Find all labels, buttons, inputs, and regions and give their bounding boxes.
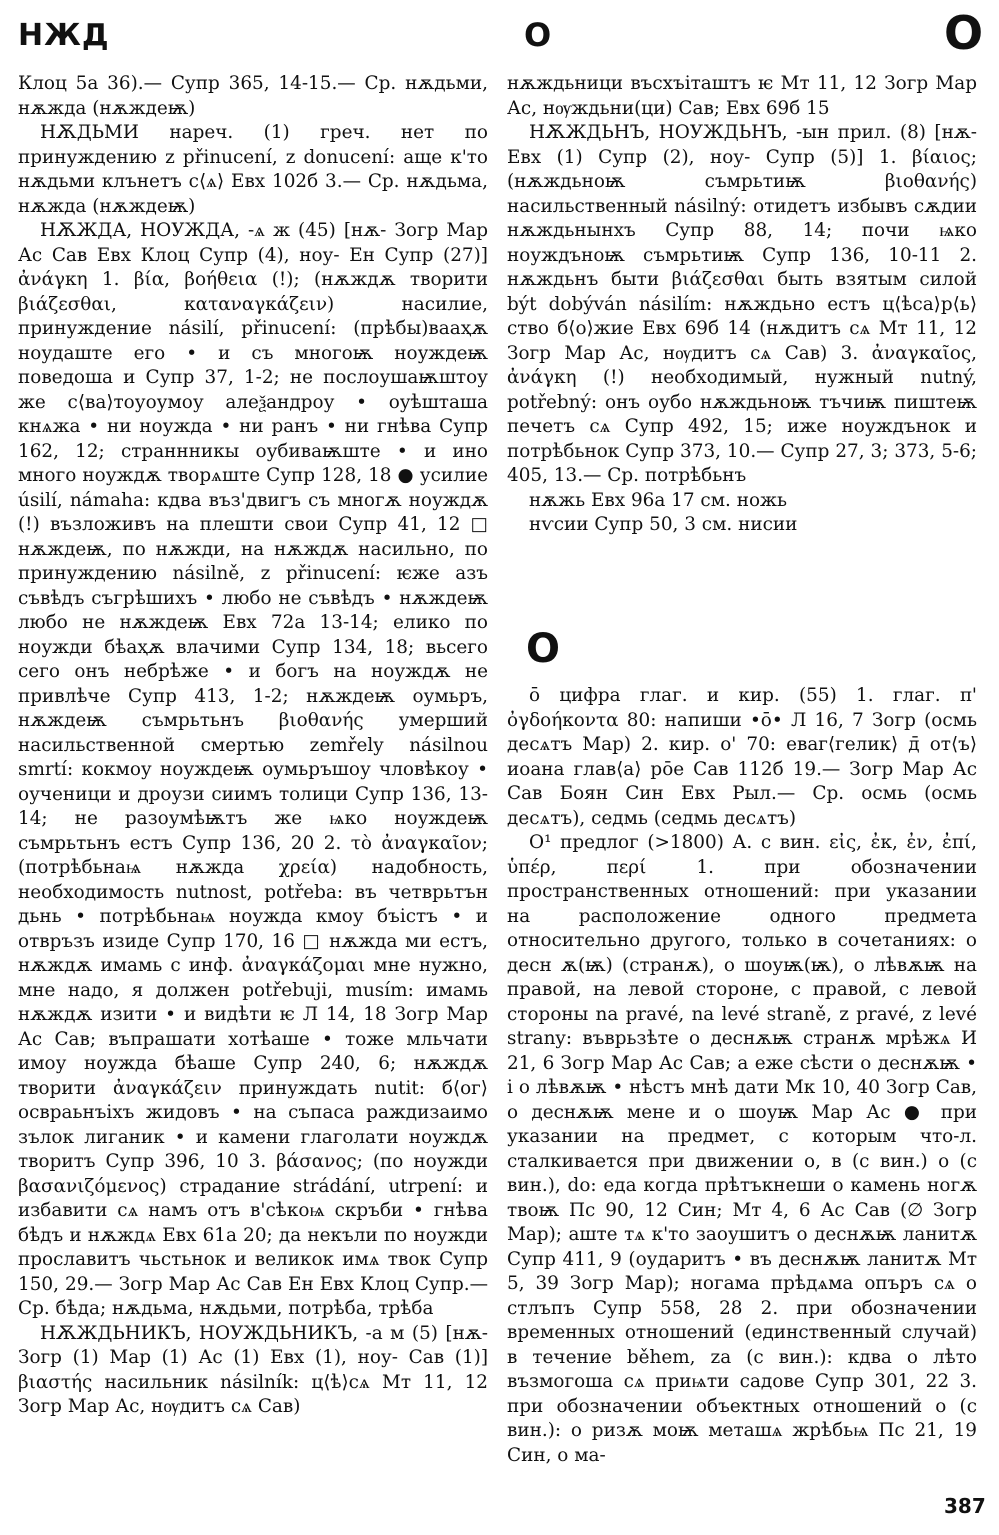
left-column xyxy=(18,72,488,1420)
entry-nusii-ref: нѵсии Супр 50, 3 см. нисии xyxy=(529,514,798,535)
entry-o-preposition: О¹ предлог (>1800) А. с вин. εἰς, ἐκ, ἐν, ἐπί, ὑπέρ, περί 1. при обозначении пространственных отношений: при указании на расположение одного предмета относительно другого, только в сочетаниях: о десн ѫ(ѭ) (странѫ), о шоуѭ(ѭ), о лѣвѫѭ на правой, на левой стороне, с правой, с левой стороны na pravé, na levé straně, z pravé, z levé strany: въврьзѣте о деснѫѭ странѫ мрѣжѧ И 21, 6 Зогр Мар Ас Сав; а еже сѣсти о деснѫѭ • і о лѣвѫѭ • нѣстъ мнѣ дати Мк 10, 40 Зогр Сав, о деснѫѭ мене и о шоуѭ Мар Ас ● при указании на предмет, с которым что-л. сталкивается при движении о, в (с вин.) o (с вин.), do: еда когда прѣтъкнеши о камень ногѫ твоѭ Пс 90, 12 Син; Мт 4, 6 Ас Сав (∅ Зогр Мар); аште тѧ к'то заоушитъ о деснѫѭ ланитѫ Супр 411, 9 (оударитъ • въ деснѫѭ ланитѫ Мт 5, 39 Зогр Мар); ногама прѣдѧма опъръ сѧ о стлъпъ Супр 558, 28 2. при обозначении временных отношений (единственный случай) в течение během, za (с вин.): кдва о лѣто възмогоша сѧ приѩти садове Супр 301, 22 3. при обозначении объектных отношений о (с вин.): о ризѫ моѭ меташѧ жрѣбьѩ Пс 21, 19 Син, о ма- xyxy=(507,832,977,1466)
entry-nazhdnik: НѪЖДЬНИКЪ, НОУЖДЬНИКЪ, -а м (5) [нѫ- Зогр (1) Мар (1) Ас (1) Евх (1), ноу- Сав (1)] βιαστής насильник násilník: ц⟨ѣ⟩сѧ Мт 11, 12 Зогр Мар Ас, нѹдитъ сѧ Сав) xyxy=(18,1322,488,1417)
running-head: НЖД xyxy=(18,18,110,53)
entry-nazh-ref: нѫжь Евх 96а 17 см. ножь xyxy=(529,489,787,511)
entry-continuation: нѫждьници въсхъіташтъ ѥ Мт 11, 12 Зогр Мар Ас, нѹждьни(ци) Сав; Евх 69б 15 xyxy=(507,73,977,119)
running-head-letter: О xyxy=(524,16,552,54)
entry-o-numeral: ō цифра глаг. и кир. (55) 1. глаг. π' ὀγδοήκοντα 80: напиши •ō• Л 16, 7 Зогр (осмь десѧтъ Мар) 2. кир. ο' 70: еваг⟨гелик⟩ д̄ от⟨ъ⟩ иоана глав⟨а⟩ ро̄е Сав 112б 19.— Зогр Мар Ас Сав Боян Син Евх Рыл.— Ср. осмь (осмь десѧтъ), седмь (седмь десѧтъ) xyxy=(507,685,977,829)
page-number: 387 xyxy=(944,1494,986,1518)
entry-nazhdn: НѪЖДЬНЪ, НОУЖДЬНЪ, -ын прил. (8) [нѫ- Евх (1) Супр (2), ноу- Супр (5)] 1. βίαιος; (нѫждьноѭ съмрьтиѭ βιοθανής) насильственный násilný: отидетъ избывъ сѫдии нѫждьнынхъ Супр 88, 14; почи ѩко ноуждъноѭ съмрьтиѭ Супр 136, 10-11 2. нѫждьнъ быти βιάζεσθαι быть взятым силой být dobýván násilím: нѫждьно естъ ц⟨ѣса⟩р⟨ь⟩ство б⟨о⟩жие Евх 69б 14 (нѫдитъ сѧ Мт 11, 12 Зогр Мар Ас, нѹдитъ сѧ Сав) 3. ἀναγκαῖος, ἀνάγκη (!) необходимый, нужный nutný, potřebný: онъ оубо нѫждьноѭ тъчиѭ пиштеѭ печетъ сѧ Супр 492, 15; иже ноуждънок и потрѣбьнок Супр 373, 10.— Супр 27, 3; 373, 5-6; 405, 13.— Ср. потрѣбьнъ xyxy=(507,122,977,486)
running-head-letter-large: О xyxy=(944,6,984,60)
right-column-top xyxy=(507,72,977,538)
right-column-bottom xyxy=(507,684,977,1468)
entry-continuation: Клоц 5а 36).— Супр 365, 14-15.— Ср. нѫдьми, нѫжда (нѫждеѭ) xyxy=(18,73,488,119)
section-letter: О xyxy=(526,626,561,672)
entry-nazhda: НѪЖДА, НОУЖДА, -ѧ ж (45) [нѫ- Зогр Мар Ас Сав Евх Клоц Супр (4), ноу- Ен Супр (27)] ἀνάγκη 1. βία, βοήθεια (!); (нѫждѫ творити βιάζεσθαι, καταναγκάζειν) насилие, принуждение násilí, přinucení: (прѣбы)вааҳѫ ноудаште его • и съ многоѭ ноуждеѭ поведоша и Супр 37, 1-2; не послоушаѭштоу же с⟨ва⟩тоуоумоу алеѯандроу • оуѣшташа кнѧжа • ни ноужда • ни ранъ • ни гнѣва Супр 162, 12; страннникы оубиваѭште • и ино много ноуждѫ творѧште Супр 128, 18 ● усилие úsilí, námaha: кдва въз'двигъ съ многѫ ноуждѫ (!) възложивъ на плешти свои Супр 41, 12 □ нѫждеѭ, по нѫжди, на нѫждѫ насильно, по принуждению násilně, z přinucení: ѥже азъ съвѣдъ съгрѣшихъ • любо не съвѣдъ • нѫждеѭ любо не нѫждеѭ Евх 72а 13-14; елико по ноужди бѣаҳѫ влачими Супр 134, 18; вьсего сего онъ небрѣже • и богъ на ноуждѫ не привлѣче Супр 413, 1-2; нѫждеѭ оумьръ, нѫждеѭ съмрьтьнъ βιοθανής умерший насильственной смертью zemřely násilnou smrtí: кокмоу ноуждеѭ оумьръшоу чловѣкоу • оученици и дроузи сиимъ толици Супр 136, 13-14; не разоумѣѭтъ же ѩко ноуждеѭ съмрьтьнъ естъ Супр 136, 20 2. τὸ ἀναγκαῖον; (потрѣбьнаѩ нѫжда χρεία) надобность, необходимость nutnost, potřeba: въ четврьтън дьнь • потрѣбьнаѩ ноужда кмоу бъістъ • и отвръзъ изиде Супр 170, 16 □ нѫжда ми естъ, нѫждѫ имамь с инф. ἀναγκάζομαι мне нужно, мне надо, я должен potřebuji, musím: имамь нѫждѫ изити • и видѣти ѥ Л 14, 18 Зогр Мар Ас Сав; въпрашати хотѣаше • тоже мльчати имоу ноужда бѣаше Супр 240, 6; нѫждѫ творити ἀναγκάζειν принуждать nutit: б⟨ог⟩освраьнъіхъ жидовъ • на съпаса раждизаимо зълок лиганик • и камени глаголати ноуждѫ творитъ Супр 396, 10 3. βάσανος; (по ноужди βασανιζόμενος) страдание strádání, utrpení: и избавити сѧ намъ отъ в'сѣкоѩ скръби • гнѣва бѣдъ и нѫждѧ Евх 61а 20; да некъли по ноужди прославитъ чьстьнок и великок имѧ твок Супр 150, 29.— Зогр Мар Ас Сав Ен Евх Клоц Супр.— Ср. бѣда; нѫдьма, нѫдьми, потрѣба, трѣба xyxy=(18,220,488,1319)
entry-nadmi: НѪДЬМИ нареч. (1) греч. нет по принуждению z přinucení, z donucení: аще к'то нѫдьми клънетъ с⟨ѧ⟩ Евх 102б 3.— Ср. нѫдьма, нѫжда (нѫждеѭ) xyxy=(18,122,488,217)
